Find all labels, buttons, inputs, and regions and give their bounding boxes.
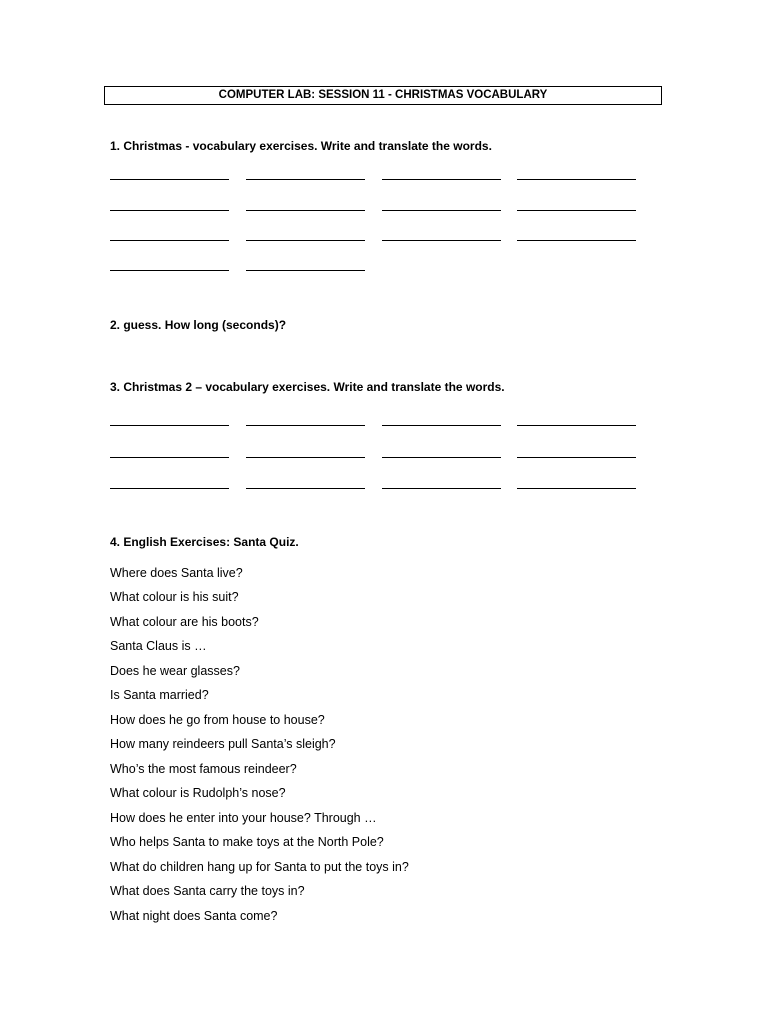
section-2-heading: 2. guess. How long (seconds)?: [110, 318, 287, 332]
answer-blank[interactable]: [517, 447, 636, 458]
answer-blank-row: [110, 478, 650, 490]
answer-blank[interactable]: [382, 230, 501, 241]
answer-blank[interactable]: [246, 200, 365, 211]
answer-blank[interactable]: [246, 260, 365, 271]
answer-blank[interactable]: [246, 230, 365, 241]
answer-blank-row: [110, 447, 650, 459]
answer-blank[interactable]: [110, 200, 229, 211]
answer-blank[interactable]: [110, 169, 229, 180]
answer-blank[interactable]: [382, 415, 501, 426]
section-3-heading: 3. Christmas 2 – vocabulary exercises. Write and translate the words.: [110, 380, 505, 394]
quiz-question: What does Santa carry the toys in?: [110, 884, 305, 898]
answer-blank[interactable]: [382, 447, 501, 458]
answer-blank[interactable]: [382, 200, 501, 211]
answer-blank-row: [110, 200, 650, 212]
quiz-question: How does he go from house to house?: [110, 713, 325, 727]
answer-blank[interactable]: [246, 447, 365, 458]
quiz-question: What colour are his boots?: [110, 615, 259, 629]
answer-blank-row: [110, 169, 650, 181]
quiz-question: Who helps Santa to make toys at the North Pole?: [110, 835, 384, 849]
answer-blank-row: [110, 415, 650, 427]
quiz-question: Santa Claus is …: [110, 639, 207, 653]
answer-blank[interactable]: [110, 415, 229, 426]
answer-blank[interactable]: [110, 260, 229, 271]
answer-blank[interactable]: [382, 169, 501, 180]
quiz-question: What colour is his suit?: [110, 590, 239, 604]
quiz-question: Is Santa married?: [110, 688, 209, 702]
answer-blank[interactable]: [246, 478, 365, 489]
answer-blank[interactable]: [382, 478, 501, 489]
answer-blank[interactable]: [517, 169, 636, 180]
answer-blank[interactable]: [517, 230, 636, 241]
section-4-heading: 4. English Exercises: Santa Quiz.: [110, 535, 299, 549]
answer-blank[interactable]: [246, 169, 365, 180]
answer-blank-row: [110, 230, 650, 242]
answer-blank[interactable]: [110, 230, 229, 241]
quiz-question: Does he wear glasses?: [110, 664, 240, 678]
quiz-question: Where does Santa live?: [110, 566, 243, 580]
answer-blank[interactable]: [246, 415, 365, 426]
quiz-question: What night does Santa come?: [110, 909, 278, 923]
quiz-question: What do children hang up for Santa to put the toys in?: [110, 860, 409, 874]
answer-blank[interactable]: [517, 478, 636, 489]
page-title: COMPUTER LAB: SESSION 11 - CHRISTMAS VOCABULARY: [104, 86, 662, 105]
answer-blank[interactable]: [110, 478, 229, 489]
quiz-question: How does he enter into your house? Through …: [110, 811, 377, 825]
answer-blank-row: [110, 260, 650, 272]
quiz-question: How many reindeers pull Santa’s sleigh?: [110, 737, 336, 751]
quiz-question: Who’s the most famous reindeer?: [110, 762, 297, 776]
answer-blank[interactable]: [110, 447, 229, 458]
section-1-heading: 1. Christmas - vocabulary exercises. Write and translate the words.: [110, 139, 492, 153]
quiz-question: What colour is Rudolph’s nose?: [110, 786, 286, 800]
answer-blank[interactable]: [517, 415, 636, 426]
answer-blank[interactable]: [517, 200, 636, 211]
